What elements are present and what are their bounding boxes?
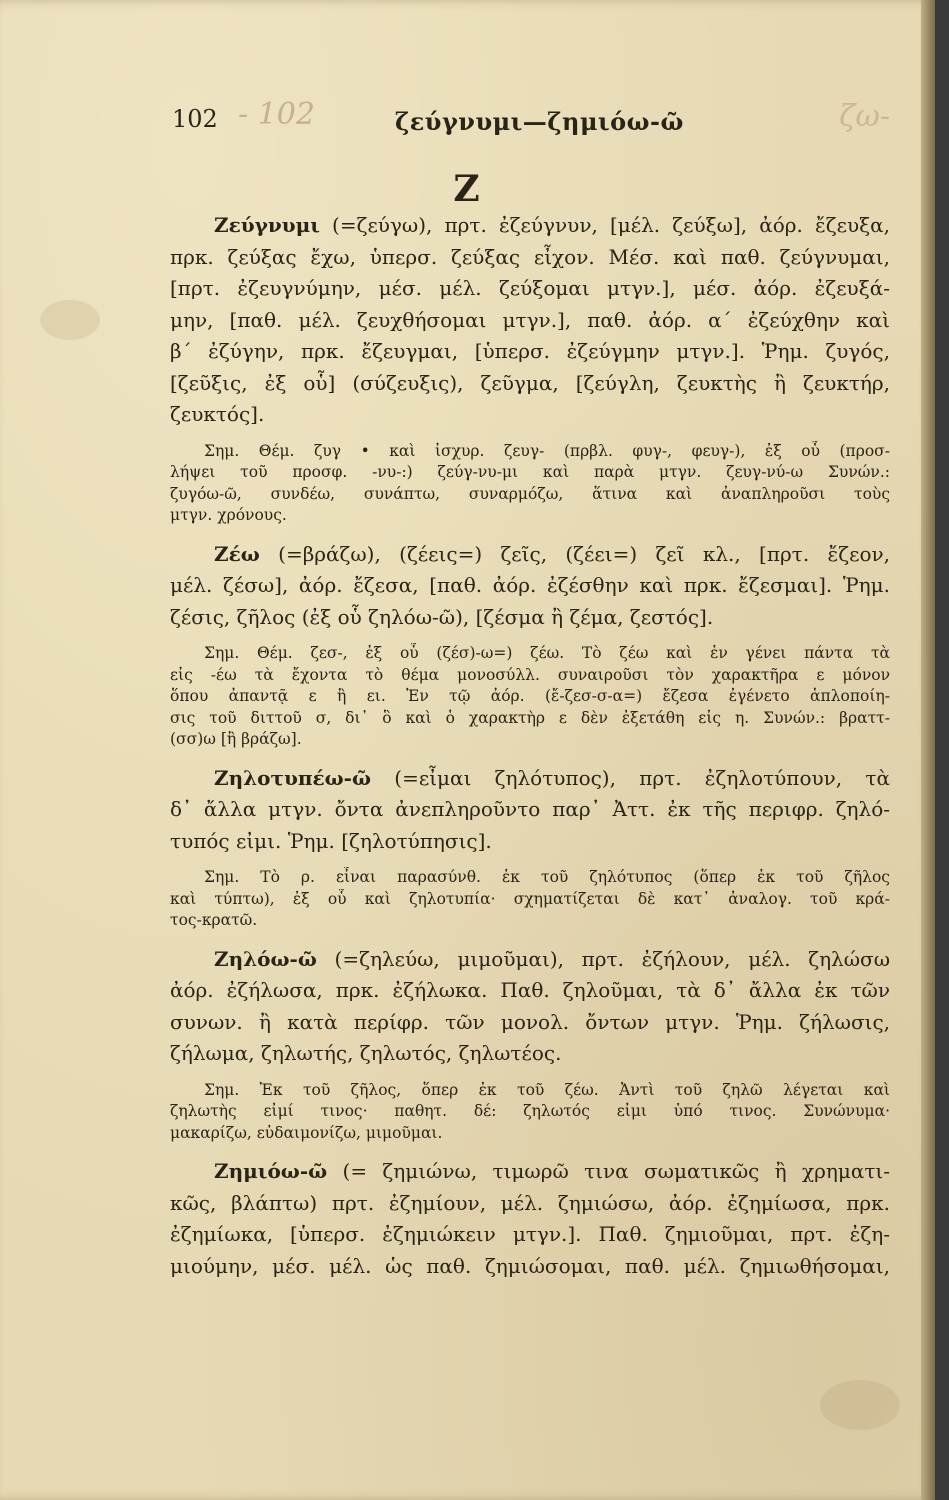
entry-line: Ζέω (=βράζω), (ζέεις=) ζεῖς, (ζέει=) ζεῖ κλ., [πρτ. ἔζεον, — [214, 541, 890, 566]
page-edge — [921, 0, 935, 1500]
running-head: ζεύγνυμι—ζημιόω-ῶ — [395, 107, 684, 136]
handwritten-note: ζω- — [839, 99, 890, 134]
headword: Ζηλοτυπέω-ῶ — [214, 765, 372, 790]
entry-line: μην, [παθ. μέλ. ζευχθήσομαι μτγν.], παθ. ἀόρ. α´ ἐζεύχθην καὶ — [170, 307, 890, 332]
entry-zemioo — [170, 1156, 890, 1282]
note-line: Σημ. Ἐκ τοῦ ζῆλος, ὅπερ ἐκ τοῦ ζέω. Ἀντὶ τοῦ ζηλῶ λέγεται καὶ — [204, 1080, 890, 1099]
note-line: μακαρίζω, εὐδαιμονίζω, μιμοῦμαι. — [170, 1123, 443, 1142]
headword: Ζηλόω-ῶ — [214, 946, 317, 971]
entry-line: Ζεύγνυμι (=ζεύγω), πρτ. ἐζεύγνυν, [μέλ. ζεύξω], ἀόρ. ἔζευξα, — [214, 213, 890, 237]
dictionary-body — [170, 210, 890, 1292]
note-zelotypeo — [170, 867, 890, 932]
entry-line: ἐζημίωκα, [ὑπερσ. ἐζημιώκειν μτγν.]. Παθ. ζημιοῦμαι, πρτ. ἐζη- — [170, 1222, 890, 1246]
entry-zeugnymi — [170, 210, 890, 431]
note-line: ζυγόω-ῶ, συνδέω, συνάπτω, συναρμόζω, ἅτινα καὶ ἀναπληροῦσι τοὺς — [170, 484, 890, 503]
section-letter: Z — [453, 168, 482, 210]
note-line: λήψει τοῦ προσφ. -νυ-:) ζεύγ-νυ-μι καὶ παρὰ μτγν. ζευγ-νύ-ω Συνών.: — [170, 463, 890, 481]
note-line: Σημ. Τὸ ρ. εἶναι παρασύνθ. ἐκ τοῦ ζηλότυπος (ὅπερ ἐκ τοῦ ζῆλος — [204, 868, 890, 886]
entry-line: μιούμην, μέσ. μέλ. ὡς παθ. ζημιώσομαι, παθ. μέλ. ζημιωθήσομαι, — [170, 1253, 890, 1278]
note-line: Σημ. Θέμ. ζυγ • καὶ ἰσχυρ. ζευγ- (πρβλ. φυγ-, φευγ-), ἐξ οὗ (προσ- — [204, 441, 890, 460]
entry-line: ζευκτός]. — [170, 402, 265, 426]
note-zeugnymi — [170, 441, 890, 527]
note-zeo — [170, 643, 890, 751]
entry-line: Ζημιόω-ῶ (= ζημιώνω, τιμωρῶ τινα σωματικῶς ἢ χρηματι- — [214, 1159, 890, 1183]
entry-line: [πρτ. ἐζευγνύμην, μέσ. μέλ. ζεύξομαι μτγν.], μέσ. ἀόρ. ἐζευξά- — [170, 276, 890, 300]
paper-stain — [40, 300, 100, 340]
entry-line: β´ ἐζύγην, πρκ. ἔζευγμαι, [ὑπερσ. ἐζεύγμην μτγν.]. Ῥημ. ζυγός, — [170, 339, 890, 363]
note-line: τος-κρατῶ. — [170, 911, 258, 929]
entry-line: τυπός εἰμι. Ῥημ. [ζηλοτύπησις]. — [170, 828, 492, 853]
handwritten-page-number: - 102 — [238, 97, 315, 132]
note-line: ζηλωτὴς εἰμί τινος· παθητ. δέ: ζηλωτός εἰμι ὑπό τινος. Συνώνυμα· — [170, 1102, 890, 1120]
entry-line: πρκ. ζεύξας ἔχω, ὑπερσ. ζεύξας εἶχον. Μέσ. καὶ παθ. ζεύγνυμαι, — [170, 244, 890, 269]
paper-stain — [820, 1380, 900, 1430]
entry-line: Ζηλόω-ῶ (=ζηλεύω, μιμοῦμαι), πρτ. ἐζήλουν, μέλ. ζηλώσω — [214, 946, 890, 971]
entry-line: δ᾽ ἄλλα μτγν. ὄντα ἀνεπληροῦντο παρ᾽ Ἀττ. ἐκ τῆς περιφρ. ζηλό- — [170, 797, 890, 821]
page-number: 102 — [172, 105, 218, 133]
headword: Ζεύγνυμι — [214, 213, 320, 237]
entry-line: μέλ. ζέσω], ἀόρ. ἔζεσα, [παθ. ἀόρ. ἐζέσθην καὶ πρκ. ἔζεσμαι]. Ῥημ. — [170, 573, 890, 597]
note-line: σις τοῦ διττοῦ σ, δι᾽ ὃ καὶ ὁ χαρακτὴρ ε δὲν ἐξετάθη εἰς η. Συνών.: βραττ- — [170, 708, 890, 727]
entry-line: συνων. ἢ κατὰ περίφρ. τῶν μονολ. ὄντων μτγν. Ῥημ. ζήλωσις, — [170, 1009, 890, 1034]
note-line: μτγν. χρόνους. — [170, 506, 287, 524]
entry-zeo — [170, 539, 890, 634]
headword: Ζημιόω-ῶ — [214, 1159, 328, 1183]
entry-line: κῶς, βλάπτω) πρτ. ἐζημίουν, μέλ. ζημιώσω, ἀόρ. ἐζημίωσα, πρκ. — [170, 1190, 890, 1215]
entry-line: Ζηλοτυπέω-ῶ (=εἶμαι ζηλότυπος), πρτ. ἐζηλοτύπουν, τὰ — [214, 765, 890, 790]
entry-line: ἀόρ. ἐζήλωσα, πρκ. ἐζήλωκα. Παθ. ζηλοῦμαι, τὰ δ᾽ ἄλλα ἐκ τῶν — [170, 978, 890, 1002]
entry-zeloo — [170, 944, 890, 1070]
page-header — [170, 97, 890, 145]
note-line: Σημ. Θέμ. ζεσ-, ἐξ οὗ (ζέσ)-ω=) ζέω. Τὸ ζέω καὶ ἐν γένει πάντα τὰ — [204, 644, 890, 662]
note-line: (σσ)ω [ἢ βράζω]. — [170, 730, 302, 748]
entry-line: ζήλωμα, ζηλωτής, ζηλωτός, ζηλωτέος. — [170, 1041, 562, 1065]
headword: Ζέω — [214, 541, 260, 566]
note-zeloo — [170, 1080, 890, 1145]
entry-line: ζέσις, ζῆλος (ἐξ οὗ ζηλόω-ῶ), [ζέσμα ἢ ζέμα, ζεστός]. — [170, 604, 714, 629]
note-line: καὶ τύπτω), ἐξ οὗ καὶ ζηλοτυπία· σχηματίζεται δὲ κατ᾽ ἀναλογ. τοῦ κρά- — [170, 889, 890, 908]
note-line: ὅπου ἀπαντᾷ ε ἢ ει. Ἐν τῷ ἀόρ. (ἔ-ζεσ-σ-α=) ἔζεσα ἐγένετο ἁπλοποίη- — [170, 687, 890, 705]
entry-line: [ζεῦξις, ἐξ οὗ] (σύζευξις), ζεῦγμα, [ζεύγλη, ζευκτὴς ἢ ζευκτήρ, — [170, 370, 890, 395]
note-line: εἰς -έω τὰ ἔχοντα τὸ θέμα μονοσύλλ. συναιροῦσι τὸν χαρακτῆρα ε μόνον — [170, 665, 890, 684]
entry-zelotypeo — [170, 763, 890, 858]
